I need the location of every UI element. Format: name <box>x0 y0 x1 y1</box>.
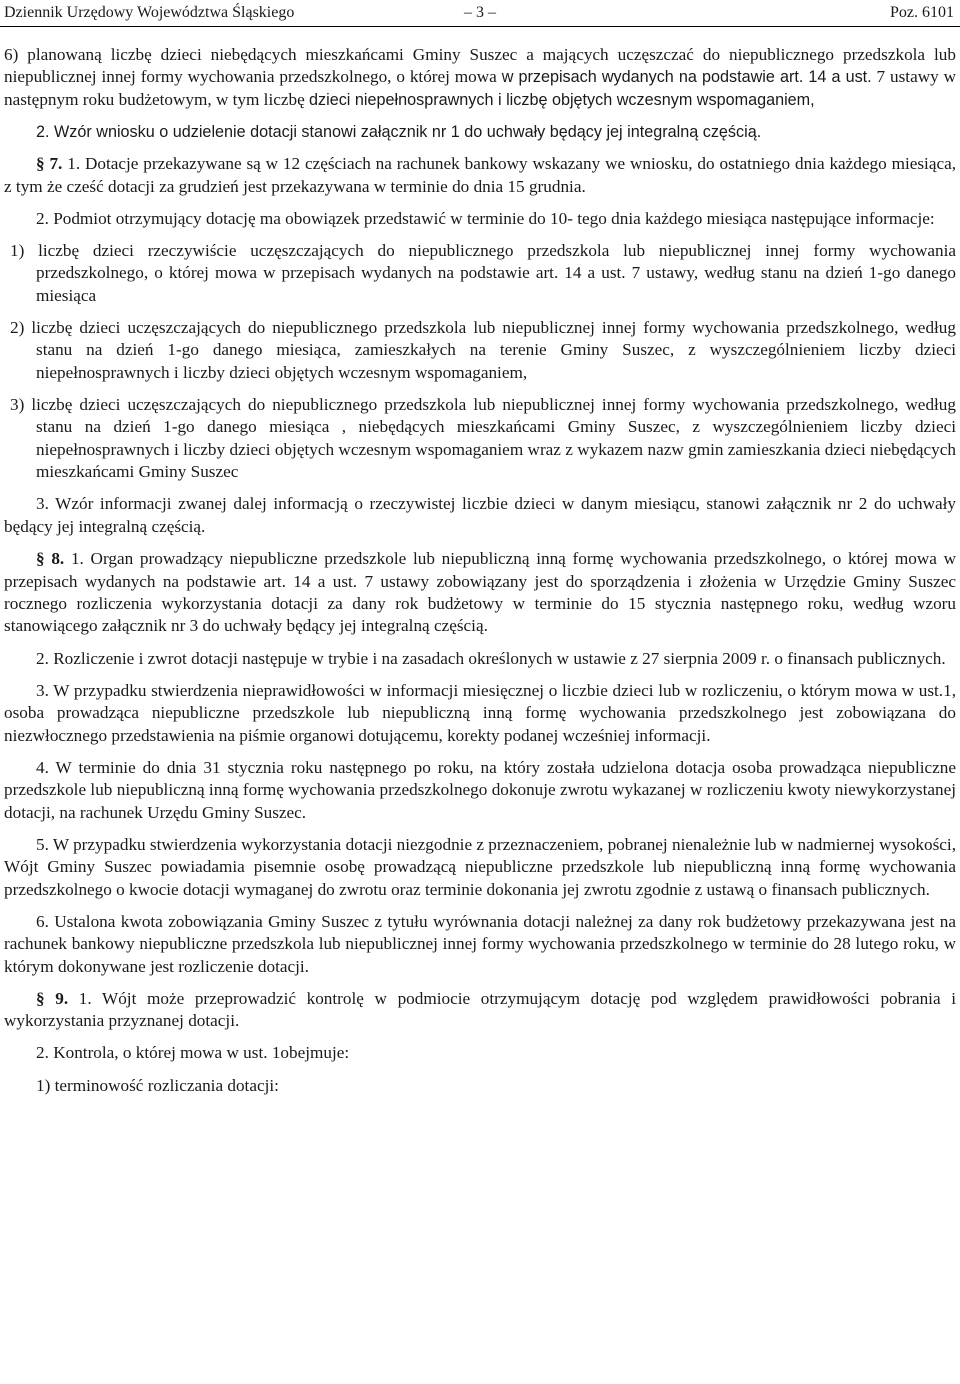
section-8-point-5: 5. W przypadku stwierdzenia wykorzystania dotacji niezgodnie z przeznaczeniem, pobranej nienależnie lub w nadmiernej wysokości, Wójt Gminy Suszec powiadamia pisemnie osobę prowadzącą niepubliczne przedszkole lub niepubliczną inną formę wychowania przedszkolnego o kwocie dotacji wymaganej do zwrotu oraz terminie dokonania jej zwrotu zgodnie z ustawą o finansach publicznych. <box>4 834 956 899</box>
section-8-point-3: 3. W przypadku stwierdzenia nieprawidłowości w informacji miesięcznej o liczbie dzieci lub w rozliczeniu, o którym mowa w ust.1, osoba prowadząca niepubliczne przedszkole lub niepubliczną inną formę wychowania przedszkolnego jest zobowiązana do niezwłocznego przedstawienia na piśmie organowi dotującemu, korekty podanej wcześniej informacji. <box>4 680 956 745</box>
section-7-list-item-1: 1) liczbę dzieci rzeczywiście uczęszczających do niepublicznego przedszkola lub niepublicznej innej formy wychowania przedszkolnego, o której mowa w przepisach wydanych na podstawie art. 14 a ust. 7 ustawy, według stanu na dzień 1-go danego miesiąca <box>10 241 956 305</box>
section-7-point-1: § 7. 1. Dotacje przekazywane są w 12 częściach na rachunek bankowy wskazany we wniosku, do ostatniego dnia każdego miesiąca, z tym że cześć dotacji za grudzień jest przekazywana w terminie do dnia 15 grudnia. <box>4 154 957 196</box>
section-7-point-3: 3. Wzór informacji zwanej dalej informacją o rzeczywistej liczbie dzieci w danym miesiącu, stanowi załącznik nr 2 do uchwały będący jej integralną częścią. <box>4 494 956 536</box>
section-9-list-item-1: 1) terminowość rozliczania dotacji: <box>36 1075 279 1095</box>
section-8-label: § 8. <box>36 549 65 569</box>
section-8-point-4: 4. W terminie do dnia 31 stycznia roku następnego po roku, na który została udzielona dotacja osoba prowadząca niepubliczne przedszkole lub niepubliczną inną formę wychowania przedszkolnego dokonuje zwrotu wykazanej w rozliczeniu kwoty niewykorzystanej dotacji, na rachunek Urzędu Gminy Suszec. <box>4 757 956 822</box>
section-8-point-6: 6. Ustalona kwota zobowiązania Gminy Suszec z tytułu wyrównania dotacji należnej za dany rok budżetowy przekazywana jest na rachunek bankowy niepubliczne przedszkola lub niepublicznej innej formy wychowania przedszkolnego w terminie do 28 lutego roku, w którym dokonywane jest rozliczenie dotacji. <box>4 911 956 976</box>
section-9-point-1: § 9. 1. Wójt może przeprowadzić kontrolę w podmiocie otrzymującym dotację pod względem prawidłowości pobrania i wykorzystania przyznanej dotacji. <box>4 988 956 1031</box>
paragraph-6-planned-children: 6) planowaną liczbę dzieci niebędących mieszkańcami Gminy Suszec a mających uczęszczać do niepublicznego przedszkola lub niepublicznej innej formy wychowania przedszkolnego, o której mowa w przepisach wydanych na podstawie art. 14 a ust. 7 ustawy w następnym roku budżetowym, w tym liczbę dzieci niepełnosprawnych i liczbę objętych wczesnym wspomaganiem, <box>4 45 957 109</box>
section-7-list-item-2: 2) liczbę dzieci uczęszczających do niepublicznego przedszkola lub niepublicznej innej formy wychowania przedszkolnego, według stanu na dzień 1-go danego miesiąca, zamieszkałych na terenie Gminy Suszec, z wyszczególnieniem liczby dzieci niepełnosprawnych i liczby dzieci objętych wczesnym wspomaganiem, <box>10 318 956 382</box>
section-8-point-1: § 8. 1. Organ prowadzący niepubliczne przedszkole lub niepubliczną inną formę wychowania przedszkolnego, o której mowa w przepisach wydanych na podstawie art. 14 a ust. 7 ustawy zobowiązany jest do sporządzenia i złożenia w Urzędzie Gminy Suszec rocznego rozliczenia wykorzystania dotacji za dany rok budżetowy w terminie do 15 stycznia następnego roku, według wzoru stanowiącego załącznik nr 3 do uchwały będący jej integralną częścią. <box>4 549 957 636</box>
header-divider <box>0 26 960 27</box>
section-9-point-2: 2. Kontrola, o której mowa w ust. 1obejmuje: <box>36 1043 350 1063</box>
page-header <box>4 2 956 28</box>
section-9-label: § 9. <box>36 988 69 1008</box>
section-7-label: § 7. <box>36 154 63 174</box>
paragraph-application-template: 2. Wzór wniosku o udzielenie dotacji stanowi załącznik nr 1 do uchwały będący jej integralną częścią. <box>36 123 762 142</box>
page-number: – 3 – <box>464 4 496 21</box>
section-7-list-item-3: 3) liczbę dzieci uczęszczających do niepublicznego przedszkola lub niepublicznej innej formy wychowania przedszkolnego, według stanu na dzień 1-go danego miesiąca , niebędących mieszkańcami Gminy Suszec, z wyszczególnieniem liczby dzieci niepełnosprawnych i liczby dzieci objętych wczesnym wspomaganiem wraz z wykazem nazw gmin zamieszkania dzieci niebędących mieszkańcami Gminy Suszec <box>10 395 956 482</box>
section-8-point-2: 2. Rozliczenie i zwrot dotacji następuje w trybie i na zasadach określonych w ustawie z 27 sierpnia 2009 r. o finansach publicznych. <box>36 648 946 668</box>
section-7-point-2: 2. Podmiot otrzymujący dotację ma obowiązek przedstawić w terminie do 10- tego dnia każdego miesiąca następujące informacje: <box>36 208 935 228</box>
position-number: Poz. 6101 <box>890 4 954 21</box>
document-body <box>4 44 956 1107</box>
journal-title: Dziennik Urzędowy Województwa Śląskiego <box>4 4 295 21</box>
